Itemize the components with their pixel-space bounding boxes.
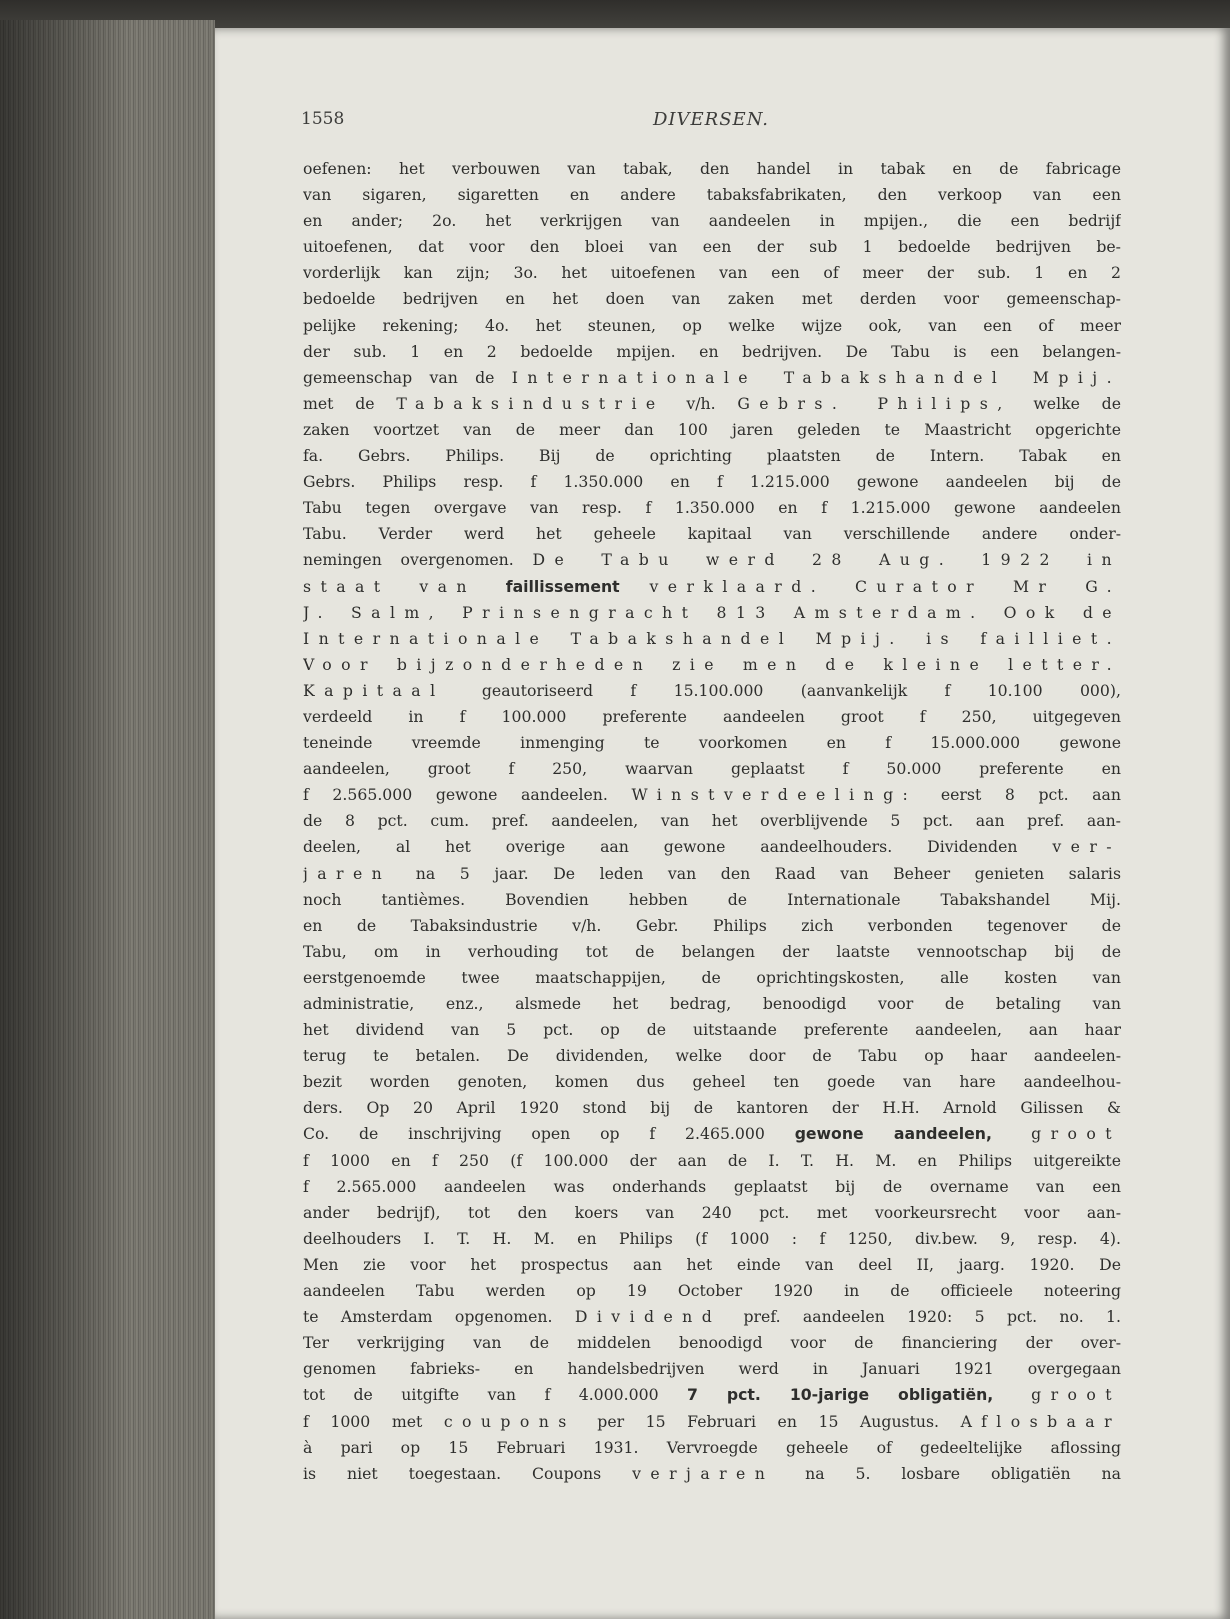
text-line <box>303 834 1121 860</box>
text-line <box>303 652 1121 678</box>
text-segment: uitoefenen, dat voor den bloei van een der sub 1 bedoelde bedrijven be- <box>303 237 1121 257</box>
page-header <box>301 109 1121 139</box>
text-line <box>303 887 1121 913</box>
text-segment: f 1000 en f 250 (f 100.000 der aan de I. T. H. M. en Philips uitgereikte <box>303 1150 1121 1170</box>
bold-text: 7 pct. 10-jarige obligatiën, <box>687 1385 994 1405</box>
text-segment: ander bedrijf), tot den koers van 240 pct. met voorkeursrecht voor aan- <box>303 1202 1121 1222</box>
text-segment: à pari op 15 Februari 1931. Vervroegde geheele of gedeeltelijke aflossing <box>303 1437 1121 1457</box>
bold-text: faillissement <box>505 576 620 596</box>
spaced-text: ver- <box>1052 837 1121 857</box>
text-line <box>303 208 1121 234</box>
text-segment: aandeelen Tabu werden op 19 October 1920 in de officieele noteering <box>303 1281 1121 1301</box>
text-line <box>303 286 1121 312</box>
text-line <box>303 965 1121 991</box>
text-segment: nemingen overgenomen. <box>303 550 533 570</box>
text-line <box>303 234 1121 260</box>
page-edges-shadow <box>0 20 215 1619</box>
text-segment: is niet toegestaan. Coupons <box>303 1463 633 1483</box>
spaced-text: staat van <box>303 576 506 596</box>
text-line <box>303 1174 1121 1200</box>
text-line <box>303 678 1121 704</box>
text-segment: ders. Op 20 April 1920 stond bij de kantoren der H.H. Arnold Gilissen & <box>303 1098 1121 1118</box>
text-line <box>303 417 1121 443</box>
text-line <box>303 182 1121 208</box>
spaced-text: groot <box>993 1385 1121 1405</box>
text-line <box>303 1148 1121 1174</box>
text-line <box>303 704 1121 730</box>
text-segment: deelhouders I. T. H. M. en Philips (f 1000 : f 1250, div.bew. 9, resp. 4). <box>303 1228 1121 1248</box>
text-segment: Tabu. Verder werd het geheele kapitaal van verschillende andere onder- <box>303 524 1121 544</box>
text-line <box>303 913 1121 939</box>
body-text <box>303 156 1121 1487</box>
text-segment: en ander; 2o. het verkrijgen van aandeelen in mpijen., die een bedrijf <box>303 211 1121 231</box>
text-segment: aandeelen, groot f 250, waarvan geplaatst f 50.000 preferente en <box>303 759 1121 779</box>
spaced-text: groot <box>991 1124 1121 1144</box>
text-segment: na 5. losbare obligatiën na <box>774 1463 1121 1483</box>
spaced-text: Tabaksindustrie <box>396 393 665 413</box>
text-line <box>303 756 1121 782</box>
text-segment: eerstgenoemde twee maatschappijen, de oprichtingskosten, alle kosten van <box>303 967 1121 987</box>
text-line <box>303 626 1121 652</box>
text-segment: genomen fabrieks- en handelsbedrijven werd in Januari 1921 overgegaan <box>303 1359 1121 1379</box>
text-line <box>303 730 1121 756</box>
text-segment: der sub. 1 en 2 bedoelde mpijen. en bedrijven. De Tabu is een belangen- <box>303 341 1121 361</box>
text-segment: zaken voortzet van de meer dan 100 jaren geleden te Maastricht opgerichte <box>303 419 1121 439</box>
text-segment: Ter verkrijging van de middelen benoodigd voor de financiering der over- <box>303 1333 1121 1353</box>
spaced-text: verklaard. Curator Mr G. <box>619 576 1121 596</box>
text-line <box>303 1382 1121 1408</box>
text-segment: fa. Gebrs. Philips. Bij de oprichting plaatsten de Intern. Tabak en <box>303 446 1121 466</box>
text-segment: Tabu tegen overgave van resp. f 1.350.000 en f 1.215.000 gewone aandeelen <box>303 498 1121 518</box>
text-line <box>303 391 1121 417</box>
text-line <box>303 469 1121 495</box>
text-segment: te Amsterdam opgenomen. <box>303 1307 575 1327</box>
text-line <box>303 1043 1121 1069</box>
text-segment: deelen, al het overige aan gewone aandeelhouders. Dividenden <box>303 837 1053 857</box>
text-line <box>303 574 1121 600</box>
page-number: 1558 <box>301 109 345 129</box>
text-segment: f 1000 met <box>303 1411 444 1431</box>
text-segment: verdeeld in f 100.000 preferente aandeelen groot f 250, uitgegeven <box>303 706 1121 726</box>
text-line <box>303 1435 1121 1461</box>
text-line <box>303 1330 1121 1356</box>
text-segment: pelijke rekening; 4o. het steunen, op welke wijze ook, van een of meer <box>303 315 1121 335</box>
text-line <box>303 1356 1121 1382</box>
text-line <box>303 861 1121 887</box>
text-segment: teneinde vreemde inmenging te voorkomen en f 15.000.000 gewone <box>303 733 1121 753</box>
text-line <box>303 1121 1121 1147</box>
text-segment: Gebrs. Philips resp. f 1.350.000 en f 1.215.000 gewone aandeelen bij de <box>303 472 1121 492</box>
text-line <box>303 1304 1121 1330</box>
spaced-text: Dividend <box>574 1307 722 1327</box>
book-page <box>215 28 1230 1619</box>
spaced-text: Gebrs. Philips, <box>737 393 1012 413</box>
text-line <box>303 260 1121 286</box>
text-line <box>303 1069 1121 1095</box>
text-line <box>303 156 1121 182</box>
text-segment: geautoriseerd f 15.100.000 (aanvankelijk f 10.100 000), <box>444 680 1121 700</box>
text-segment: bezit worden genoten, komen dus geheel ten goede van hare aandeelhou- <box>303 1072 1121 1092</box>
text-line <box>303 1017 1121 1043</box>
spaced-text: Internationale Tabakshandel Mpij. <box>511 367 1121 387</box>
text-line <box>303 1278 1121 1304</box>
text-line <box>303 991 1121 1017</box>
spaced-text: Internationale Tabakshandel Mpij. is failliet. <box>303 628 1121 648</box>
text-line <box>303 1461 1121 1487</box>
text-segment: Men zie voor het prospectus aan het einde van deel II, jaarg. 1920. De <box>303 1254 1121 1274</box>
text-segment: f 2.565.000 aandeelen was onderhands geplaatst bij de overname van een <box>303 1176 1121 1196</box>
spaced-text: Kapitaal <box>303 680 445 700</box>
text-segment: de 8 pct. cum. pref. aandeelen, van het overblijvende 5 pct. aan pref. aan- <box>303 811 1121 831</box>
text-segment: oefenen: het verbouwen van tabak, den handel in tabak en de fabricage <box>303 159 1121 178</box>
text-segment: tot de uitgifte van f 4.000.000 <box>303 1385 688 1405</box>
text-segment: gemeenschap van de <box>303 367 512 387</box>
text-segment: v/h. <box>664 393 738 413</box>
running-title: DIVERSEN. <box>652 109 770 130</box>
text-line <box>303 547 1121 573</box>
text-segment: Tabu, om in verhouding tot de belangen der laatste vennootschap bij de <box>303 941 1121 961</box>
text-segment: en de Tabaksindustrie v/h. Gebr. Philips zich verbonden tegenover de <box>303 915 1121 935</box>
spaced-text: J. Salm, Prinsengracht 813 Amsterdam. Ook de <box>303 602 1121 622</box>
spaced-text: Aflosbaar <box>960 1411 1121 1431</box>
text-segment: van sigaren, sigaretten en andere tabaksfabrikaten, den verkoop van een <box>303 185 1121 205</box>
text-segment: na 5 jaar. De leden van den Raad van Beheer genieten salaris <box>391 863 1121 883</box>
spaced-text: jaren <box>303 863 392 883</box>
spaced-text: verjaren <box>632 1463 775 1483</box>
text-segment: noch tantièmes. Bovendien hebben de Internationale Tabakshandel Mij. <box>303 889 1121 909</box>
text-segment: per 15 Februari en 15 Augustus. <box>575 1411 961 1431</box>
text-line <box>303 600 1121 626</box>
text-line <box>303 313 1121 339</box>
text-segment: vorderlijk kan zijn; 3o. het uitoefenen van een of meer der sub. 1 en 2 <box>303 263 1121 283</box>
text-line <box>303 1226 1121 1252</box>
spaced-text: Voor bijzonderheden zie men de kleine letter. <box>303 654 1121 674</box>
text-segment: welke de <box>1011 393 1121 413</box>
bold-text: gewone aandeelen, <box>794 1124 992 1144</box>
text-segment: Co. de inschrijving open op f 2.465.000 <box>303 1124 795 1144</box>
text-line <box>303 495 1121 521</box>
text-line <box>303 339 1121 365</box>
text-segment: pref. aandeelen 1920: 5 pct. no. 1. <box>721 1307 1121 1327</box>
spaced-text: coupons <box>443 1411 576 1431</box>
text-segment: administratie, enz., alsmede het bedrag, benoodigd voor de betaling van <box>303 994 1121 1013</box>
text-segment: het dividend van 5 pct. op de uitstaande preferente aandeelen, aan haar <box>303 1020 1121 1040</box>
text-segment: terug te betalen. De dividenden, welke door de Tabu op haar aandeelen- <box>303 1046 1121 1066</box>
text-line <box>303 443 1121 469</box>
text-line <box>303 365 1121 391</box>
text-segment: met de <box>303 393 397 413</box>
text-line <box>303 1252 1121 1278</box>
text-line <box>303 1200 1121 1226</box>
text-line <box>303 521 1121 547</box>
text-line <box>303 782 1121 808</box>
text-segment: f 2.565.000 gewone aandeelen. <box>303 785 632 805</box>
text-line <box>303 939 1121 965</box>
text-segment: bedoelde bedrijven en het doen van zaken met derden voor gemeenschap- <box>303 289 1121 309</box>
text-line <box>303 1409 1121 1435</box>
text-line <box>303 1095 1121 1121</box>
text-line <box>303 808 1121 834</box>
text-segment: eerst 8 pct. aan <box>917 785 1121 805</box>
spaced-text: De Tabu werd 28 Aug. 1922 in <box>532 550 1121 570</box>
spaced-text: Winstverdeeling: <box>631 785 918 805</box>
